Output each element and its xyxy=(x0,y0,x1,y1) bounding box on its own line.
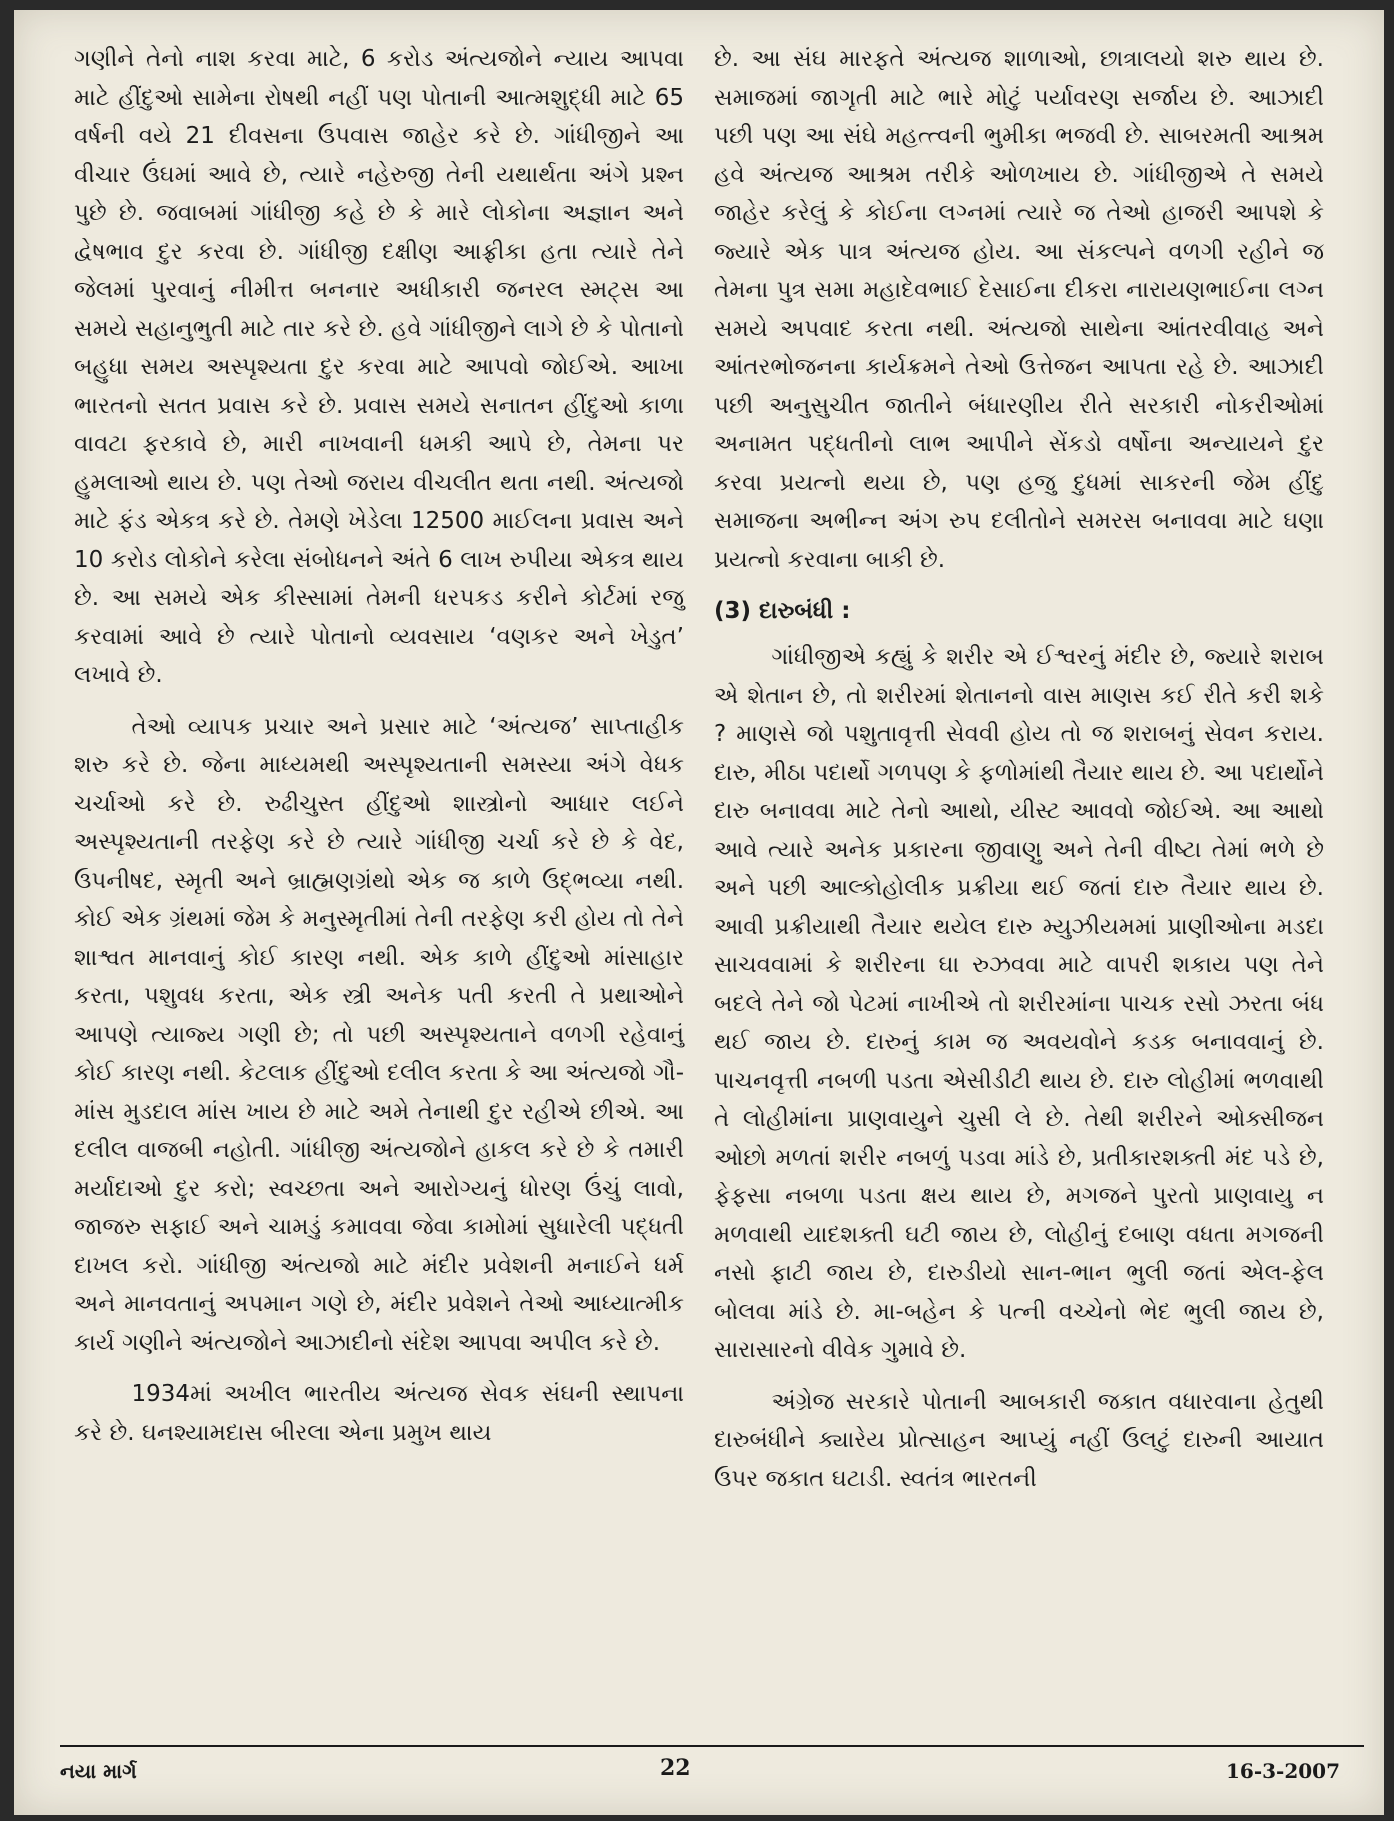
publication-name: નયા માર્ગ xyxy=(60,1759,137,1783)
page-footer xyxy=(60,1755,1364,1789)
left-paragraph-1: ગણીને તેનો નાશ કરવા માટે, 6 કરોડ અંત્યજોને ન્યાય આપવા માટે હીંદુઓ સામેના રોષથી નહીં પણ પોતાની આત્મશુદ્ધી માટે 65 વર્ષની વયે 21 દીવસના ઉપવાસ જાહેર કરે છે. ગાંધીજીને આ વીચાર ઉંઘમાં આવે છે, ત્યારે નહેરુજી તેની યથાર્થતા અંગે પ્રશ્ન પુછે છે. જવાબમાં ગાંધીજી કહે છે કે મારે લોકોના અજ્ઞાન અને દ્વેષભાવ દુર કરવા છે. ગાંધીજી દક્ષીણ આફ્રીકા હતા ત્યારે તેને જેલમાં પુરવાનું નીમીત્ત બનનાર અધીકારી જનરલ સ્મટ્સ આ સમયે સહાનુભુતી માટે તાર કરે છે. હવે ગાંધીજીને લાગે છે કે પોતાનો બહુધા સમય અસ્પૃશ્યતા દુર કરવા માટે આપવો જોઈએ. આખા ભારતનો સતત પ્રવાસ કરે છે. પ્રવાસ સમયે સનાતન હીંદુઓ કાળા વાવટા ફરકાવે છે, મારી નાખવાની ધમકી આપે છે, તેમના પર હુમલાઓ થાય છે. પણ તેઓ જરાય વીચલીત થતા નથી. અંત્યજો માટે ફંડ એકત્ર કરે છે. તેમણે ખેડેલા 12500 માઈલના પ્રવાસ અને 10 કરોડ લોકોને કરેલા સંબોધનને અંતે 6 લાખ રુપીયા એકત્ર થાય છે. આ સમયે એક કીસ્સામાં તેમની ધરપકડ કરીને કોર્ટમાં રજુ કરવામાં આવે છે ત્યારે પોતાનો વ્યવસાય ‘વણકર અને ખેડુત’ લખાવે છે. xyxy=(74,46,684,688)
left-paragraph-2: તેઓ વ્યાપક પ્રચાર અને પ્રસાર માટે ‘અંત્યજ’ સાપ્તાહીક શરુ કરે છે. જેના માધ્યમથી અસ્પૃશ્યતાની સમસ્યા અંગે વેધક ચર્ચાઓ કરે છે. રુઢીચુસ્ત હીંદુઓ શાસ્ત્રોનો આધાર લઈને અસ્પૃશ્યતાની તરફેણ કરે છે ત્યારે ગાંધીજી ચર્ચા કરે છે કે વેદ, ઉપનીષદ, સ્મૃતી અને બ્રાહ્મણગ્રંથો એક જ કાળે ઉદ્ભવ્યા નથી. કોઈ એક ગ્રંથમાં જેમ કે મનુસ્મૃતીમાં તેની તરફેણ કરી હોય તો તેને શાશ્વત માનવાનું કોઈ કારણ નથી. એક કાળે હીંદુઓ માંસાહાર કરતા, પશુવધ કરતા, એક સ્ત્રી અનેક પતી કરતી તે પ્રથાઓને આપણે ત્યાજ્ય ગણી છે; તો પછી અસ્પૃશ્યતાને વળગી રહેવાનું કોઈ કારણ નથી. કેટલાક હીંદુઓ દલીલ કરતા કે આ અંત્યજો ગૌ-માંસ મુડદાલ માંસ ખાય છે માટે અમે તેનાથી દુર રહીએ છીએ. આ દલીલ વાજબી નહોતી. ગાંધીજી અંત્યજોને હાકલ કરે છે કે તમારી મર્યાદાઓ દુર કરો; સ્વચ્છતા અને આરોગ્યનું ધોરણ ઉંચું લાવો, જાજરુ સફાઈ અને ચામડું કમાવવા જેવા કામોમાં સુધારેલી પદ્ધતી દાખલ કરો. ગાંધીજી અંત્યજો માટે મંદીર પ્રવેશની મનાઈને ધર્મ અને માનવતાનું અપમાન ગણે છે, મંદીર પ્રવેશને તેઓ આધ્યાત્મીક કાર્ય ગણીને અંત્યજોને આઝાદીનો સંદેશ આપવા અપીલ કરે છે. xyxy=(74,713,684,1356)
right-column xyxy=(714,40,1324,1511)
magazine-page xyxy=(14,10,1384,1815)
left-paragraph-3: 1934માં અખીલ ભારતીય અંત્યજ સેવક સંઘની સ્થાપના કરે છે. ઘનશ્યામદાસ બીરલા એના પ્રમુખ થાય xyxy=(74,1381,684,1446)
right-paragraph-1: છે. આ સંઘ મારફતે અંત્યજ શાળાઓ, છાત્રાલયો શરુ થાય છે. સમાજમાં જાગૃતી માટે ભારે મોટું પર્યાવરણ સર્જાય છે. આઝાદી પછી પણ આ સંઘે મહત્ત્વની ભુમીકા ભજવી છે. સાબરમતી આશ્રમ હવે અંત્યજ આશ્રમ તરીકે ઓળખાય છે. ગાંધીજીએ તે સમયે જાહેર કરેલું કે કોઈના લગ્નમાં ત્યારે જ તેઓ હાજરી આપશે કે જ્યારે એક પાત્ર અંત્યજ હોય. આ સંકલ્પને વળગી રહીને જ તેમના પુત્ર સમા મહાદેવભાઈ દેસાઈના દીકરા નારાયણભાઈના લગ્ન સમયે અપવાદ કરતા નથી. અંત્યજો સાથેના આંતરવીવાહ અને આંતરભોજનના કાર્યક્રમને તેઓ ઉત્તેજન આપતા રહે છે. આઝાદી પછી અનુસુચીત જાતીને બંધારણીય રીતે સરકારી નોકરીઓમાં અનામત પદ્ધતીનો લાભ આપીને સેંકડો વર્ષોના અન્યાયને દુર કરવા પ્રયત્નો થયા છે, પણ હજુ દુધમાં સાકરની જેમ હીંદુ સમાજના અભીન્ન અંગ રુપ દલીતોને સમરસ બનાવવા માટે ઘણા પ્રયત્નો કરવાના બાકી છે. xyxy=(714,46,1324,573)
left-column xyxy=(74,40,684,1465)
page-number: 22 xyxy=(660,1755,691,1781)
right-paragraph-2: ગાંધીજીએ કહ્યું કે શરીર એ ઈશ્વરનું મંદીર છે, જ્યારે શરાબ એ શેતાન છે, તો શરીરમાં શેતાનનો વાસ માણસ કઈ રીતે કરી શકે ? માણસે જો પશુતાવૃત્તી સેવવી હોય તો જ શરાબનું સેવન કરાય. દારુ, મીઠા પદાર્થો ગળપણ કે ફળોમાંથી તૈયાર થાય છે. આ પદાર્થોને દારુ બનાવવા માટે તેનો આથો, યીસ્ટ આવવો જોઈએ. આ આથો આવે ત્યારે અનેક પ્રકારના જીવાણુ અને તેની વીષ્ટા તેમાં ભળે છે અને પછી આલ્કોહોલીક પ્રક્રીયા થઈ જતાં દારુ તૈયાર થાય છે. આવી પ્રક્રીયાથી તૈયાર થયેલ દારુ મ્યુઝીયમમાં પ્રાણીઓના મડદા સાચવવામાં કે શરીરના ઘા રુઝવવા માટે વાપરી શકાય પણ તેને બદલે તેને જો પેટમાં નાખીએ તો શરીરમાંના પાચક રસો ઝરતા બંધ થઈ જાય છે. દારુનું કામ જ અવયવોને કડક બનાવવાનું છે. પાચનવૃત્તી નબળી પડતા એસીડીટી થાય છે. દારુ લોહીમાં ભળવાથી તે લોહીમાંના પ્રાણવાયુને ચુસી લે છે. તેથી શરીરને ઓક્સીજન ઓછો મળતાં શરીર નબળું પડવા માંડે છે, પ્રતીકારશક્તી મંદ પડે છે, ફેફસા નબળા પડતા ક્ષય થાય છે, મગજને પુરતો પ્રાણવાયુ ન મળવાથી યાદશક્તી ઘટી જાય છે, લોહીનું દબાણ વધતા મગજની નસો ફાટી જાય છે, દારુડીયો સાન-ભાન ભુલી જતાં એલ-ફેલ બોલવા માંડે છે. મા-બહેન કે પત્ની વચ્ચેનો ભેદ ભુલી જાય છે, સારાસારનો વીવેક ગુમાવે છે. xyxy=(714,644,1324,1363)
right-paragraph-3: અંગ્રેજ સરકારે પોતાની આબકારી જકાત વધારવાના હેતુથી દારુબંધીને ક્યારેય પ્રોત્સાહન આપ્યું નહીં ઉલટું દારુની આયાત ઉપર જકાત ઘટાડી. સ્વતંત્ર ભારતની xyxy=(714,1388,1324,1492)
issue-date: 16-3-2007 xyxy=(1225,1759,1340,1783)
section-heading-prohibition: (3) દારુબંધી : xyxy=(714,598,851,624)
footer-divider xyxy=(60,1745,1364,1747)
